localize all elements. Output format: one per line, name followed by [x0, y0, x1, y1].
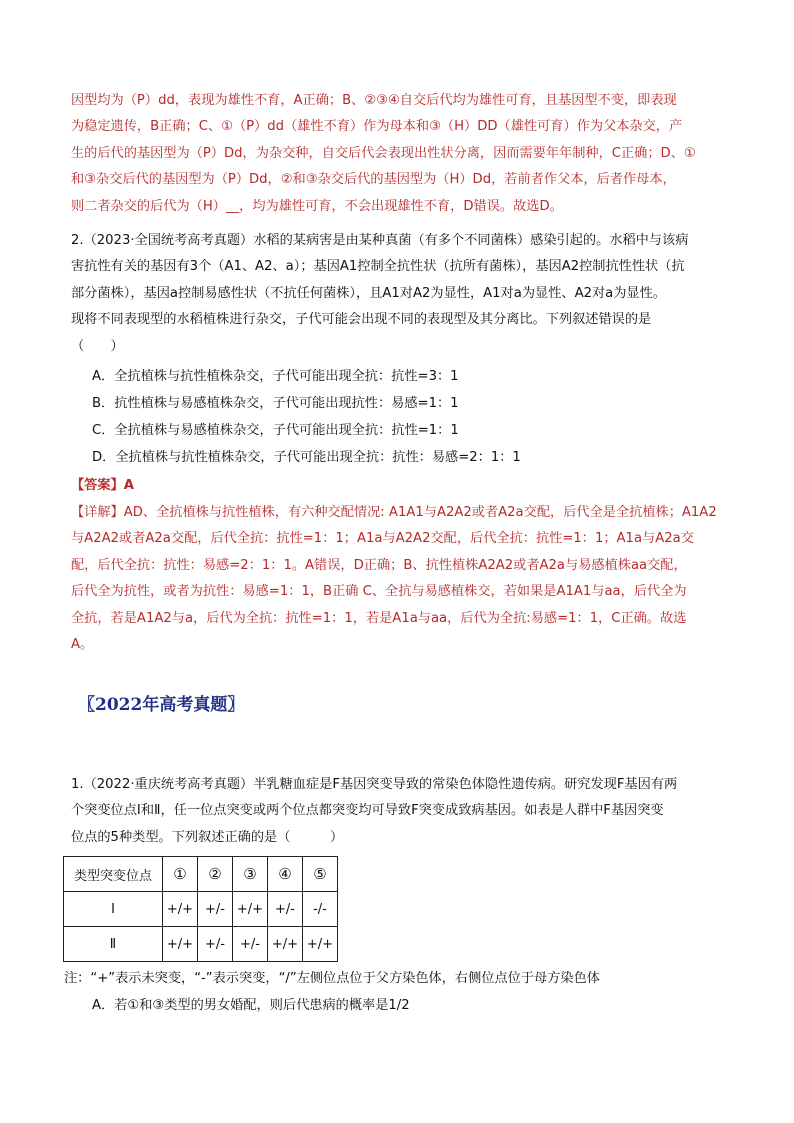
table-cell: +/+: [163, 927, 198, 962]
detail-line: 后代全为抗性，或者为抗性：易感=1：1，B正确 C、全抗与易感植株交，若如果是A1A1与aa，后代全为: [71, 584, 687, 600]
table-row: [64, 892, 338, 927]
section-title: 〖2022年高考真题〗: [78, 695, 245, 715]
detail-line: 与A2A2或者A2a交配，后代全抗：抗性=1：1；A1a与A2A2交配，后代全抗：抗性=1：1；A1a与A2a交: [71, 531, 694, 547]
table-column-header: ③: [233, 857, 268, 892]
table-header-cell: 类型突变位点: [64, 857, 163, 892]
question-line: 1.（2022·重庆统考高考真题）半乳糖血症是F基因突变导致的常染色体隐性遗传病。研究发现F基因有两: [71, 777, 678, 792]
intro-line: 生的后代的基因型为（P）Dd，为杂交种，自交后代会表现出性状分离，因而需要年年制种，C正确；D、①: [71, 145, 696, 161]
question-line: 2.（2023·全国统考高考真题）水稻的某病害是由某种真菌（有多个不同菌株）感染引起的。水稻中与该病: [71, 233, 689, 248]
option-c: C．全抗植株与易感植株杂交，子代可能出现全抗：抗性=1：1: [92, 423, 459, 438]
answer-label: 【答案】A: [71, 478, 134, 493]
table-cell: +/+: [303, 927, 338, 962]
detail-line: 配，后代全抗：抗性：易感=2：1：1。A错误，D正确；B、抗性植株A2A2或者A2a与易感植株aa交配，: [71, 557, 687, 573]
detail-line: A。: [71, 637, 94, 653]
question-line: 现将不同表现型的水稻植株进行杂交，子代可能会出现不同的表现型及其分离比。下列叙述错误的是: [71, 312, 652, 328]
table-cell: -/-: [303, 892, 338, 927]
table-cell: +/-: [268, 892, 303, 927]
table-header-row: [64, 857, 338, 892]
question1-stem: [71, 772, 731, 851]
intro-line: 为稳定遗传，B正确；C、①（P）dd（雄性不育）作为母本和③（H）DD（雄性可育）作为父本杂交，产: [71, 119, 683, 135]
table-row-label: Ⅰ: [64, 892, 163, 927]
table-cell: +/-: [198, 927, 233, 962]
question-line: 害抗性有关的基因有3个（A1、A2、a）；基因A1控制全抗性状（抗所有菌株），基因A2控制抗性性状（抗: [71, 259, 685, 275]
intro-line: 则二者杂交的后代为（H）__，均为雄性可育，不会出现雄性不育，D错误。故选D。: [71, 198, 563, 214]
question-line: 个突变位点Ⅰ和Ⅱ，任一位点突变或两个位点都突变均可导致F突变成致病基因。如表是人群中F基因突变: [71, 803, 664, 819]
table-column-header: ①: [163, 857, 198, 892]
question2-stem: [71, 228, 731, 360]
table-cell: +/-: [198, 892, 233, 927]
option-a: A．若①和③类型的男女婚配，则后代患病的概率是1/2: [92, 998, 410, 1013]
question-line: 位点的5种类型。下列叙述正确的是（ ）: [71, 829, 344, 845]
table-cell: +/+: [268, 927, 303, 962]
option-b: B．抗性植株与易感植株杂交，子代可能出现抗性：易感=1：1: [92, 396, 459, 411]
question-line: （ ）: [71, 338, 124, 354]
table-column-header: ⑤: [303, 857, 338, 892]
table-row-label: Ⅱ: [64, 927, 163, 962]
table-cell: +/+: [163, 892, 198, 927]
table-cell: +/-: [233, 927, 268, 962]
option-d: D．全抗植株与抗性植株杂交，子代可能出现全抗：抗性：易感=2：1：1: [92, 450, 521, 465]
question-line: 部分菌株），基因a控制易感性状（不抗任何菌株），且A1对A2为显性，A1对a为显性、A2对a为显性。: [71, 285, 666, 301]
detail-line: 全抗，若是A1A2与a，后代为全抗：抗性=1：1，若是A1a与aa，后代为全抗:易感=1：1，C正确。故选: [71, 610, 687, 626]
detail-paragraph: [71, 500, 731, 658]
table-column-header: ④: [268, 857, 303, 892]
table-row: [64, 927, 338, 962]
option-a: A．全抗植株与抗性植株杂交，子代可能出现全抗：抗性=3：1: [92, 369, 459, 384]
detail-line: 【详解】AD、全抗植株与抗性植株，有六种交配情况: A1A1与A2A2或者A2a交配，后代全是全抗植株；A1A2: [71, 505, 717, 520]
table-note: 注：“+”表示未突变，“-”表示突变，“/”左侧位点位于父方染色体，右侧位点位于母方染色体: [64, 971, 600, 986]
table-column-header: ②: [198, 857, 233, 892]
table-cell: +/+: [233, 892, 268, 927]
intro-answer-paragraph: [71, 88, 731, 220]
intro-line: 和③杂交后代的基因型为（P）Dd，②和③杂交后代的基因型为（H）Dd，若前者作父本，后者作母本，: [71, 172, 676, 188]
intro-line: 因型均为（P）dd，表现为雄性不育，A正确；B、②③④自交后代均为雄性可育，且基因型不变，即表现: [71, 93, 677, 108]
mutation-table: [63, 856, 338, 962]
